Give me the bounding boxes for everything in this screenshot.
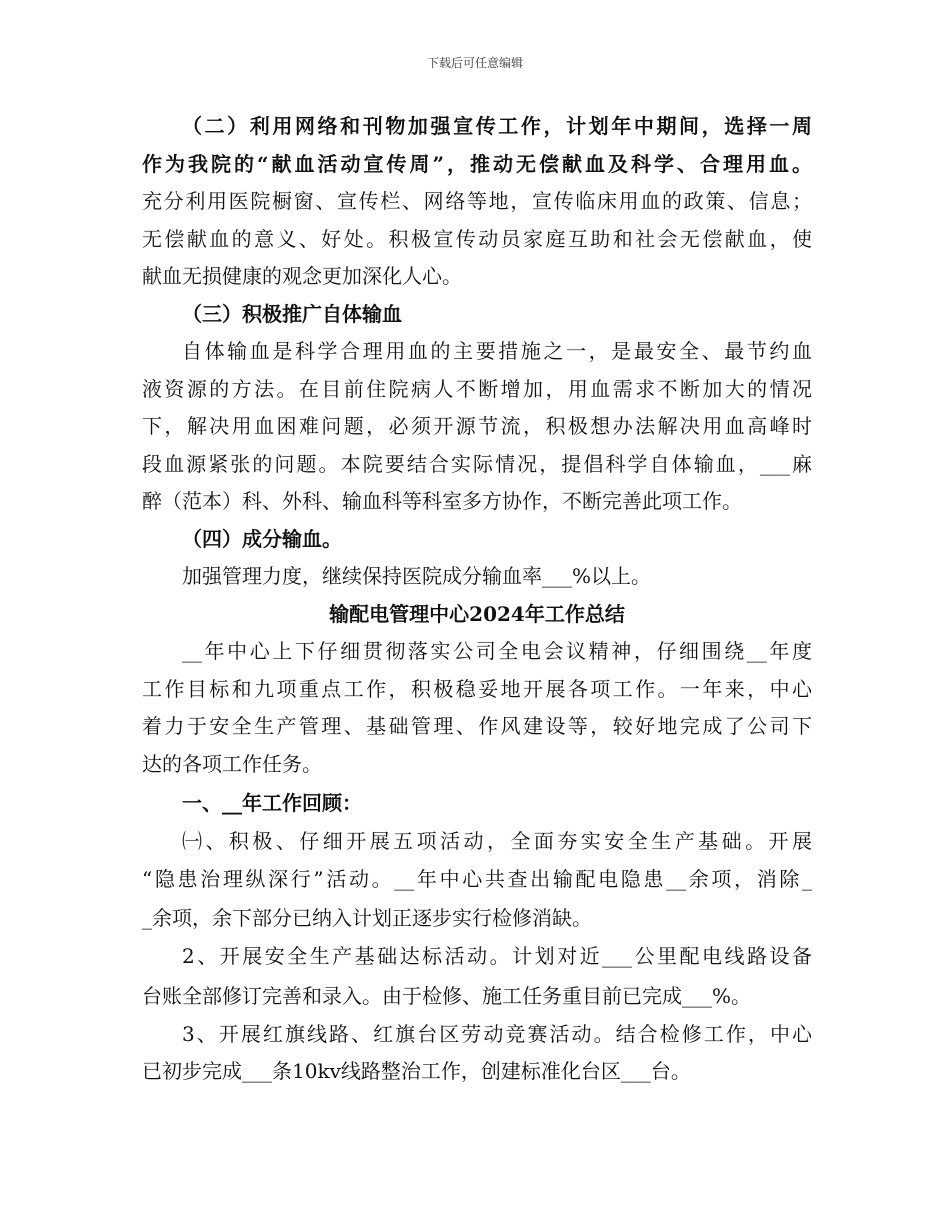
paragraph-line: 台账全部修订完善和录入。由于检修、施工任务重目前已完成___%。 xyxy=(142,983,752,1008)
paragraph-line: 段血源紧张的问题。本院要结合实际情况，提倡科学自体输血，___麻 xyxy=(142,451,812,476)
paragraph-line: 作为我院的“献血活动宣传周”，推动无偿献血及科学、合理用血。 xyxy=(142,151,812,176)
paragraph-line: 下，解决用血困难问题，必须开源节流，积极想办法解决用血高峰时 xyxy=(142,414,812,438)
section-heading-2: （二）利用网络和刊物加强宣传工作，计划年中期间，选择一周 xyxy=(182,114,812,138)
section-heading-3: （三）积极推广自体输血 xyxy=(182,301,402,326)
paragraph-line: 加强管理力度，继续保持医院成分输血率___%以上。 xyxy=(182,564,652,588)
section-heading-review: 一、__年工作回顾： xyxy=(182,791,362,815)
paragraph-line: 充分利用医院橱窗、宣传栏、网络等地，宣传临床用血的政策、信息； xyxy=(142,189,812,213)
paragraph-line: 工作目标和九项重点工作，积极稳妥地开展各项工作。一年来，中心 xyxy=(142,676,812,701)
paragraph-line: 2、开展安全生产基础达标活动。计划对近___公里配电线路设备 xyxy=(182,944,812,968)
paragraph-line: 献血无损健康的观念更加深化人心。 xyxy=(142,264,462,288)
section-heading-4: （四）成分输血。 xyxy=(182,526,342,551)
paragraph-line: 已初步完成___条10kv线路整治工作，创建标准化台区___台。 xyxy=(142,1059,691,1083)
page-header: 下载后可任意编辑 xyxy=(426,56,523,70)
paragraph-line: __年中心上下仔细贯彻落实公司全电会议精神，仔细围绕__年度 xyxy=(182,639,812,663)
paragraph-line: 自体输血是科学合理用血的主要措施之一，是最安全、最节约血 xyxy=(182,339,812,363)
paragraph-line: ㈠、积极、仔细开展五项活动，全面夯实安全生产基础。开展 xyxy=(182,829,812,853)
paragraph-line: 达的各项工作任务。 xyxy=(142,751,322,776)
document-title: 输配电管理中心2024年工作总结 xyxy=(329,601,625,626)
paragraph-line: _余项，余下部分已纳入计划正逐步实行检修消缺。 xyxy=(142,906,592,930)
paragraph-line: 醉（范本）科、外科、输血科等科室多方协作，不断完善此项工作。 xyxy=(142,489,742,513)
document-body xyxy=(142,108,812,1091)
paragraph-line: 着力于安全生产管理、基础管理、作风建设等，较好地完成了公司下 xyxy=(142,714,812,738)
paragraph-line: “隐患治理纵深行”活动。__年中心共查出输配电隐患__余项，消除_ xyxy=(142,866,812,891)
paragraph-line: 3、开展红旗线路、红旗台区劳动竞赛活动。结合检修工作，中心 xyxy=(182,1021,812,1046)
paragraph-line: 液资源的方法。在目前住院病人不断增加，用血需求不断加大的情况 xyxy=(142,376,812,401)
paragraph-line: 无偿献血的意义、好处。积极宣传动员家庭互助和社会无偿献血，使 xyxy=(142,226,812,251)
